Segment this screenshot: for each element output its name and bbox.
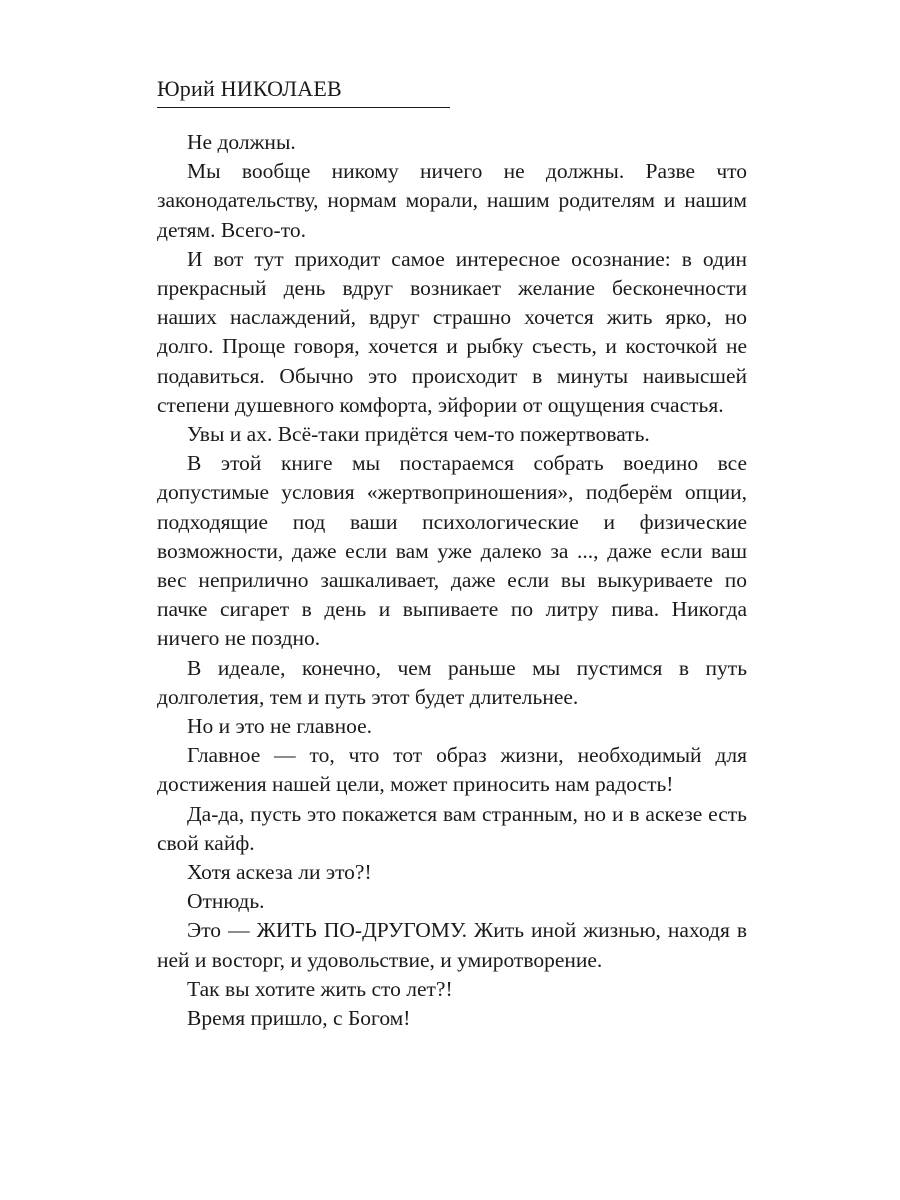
running-header [157, 77, 450, 108]
paragraph: Хотя аскеза ли это?! [187, 860, 372, 885]
paragraph: Главное — то, что тот образ жизни, необходимый для достижения нашей цели, может приносить нам радость! [157, 743, 747, 797]
paragraph: Так вы хотите жить сто лет?! [187, 976, 453, 1001]
paragraph: В идеале, конечно, чем раньше мы пустимся в путь долголетия, тем и путь этот будет длительнее. [157, 655, 747, 709]
body-text [157, 128, 747, 1033]
paragraph: Да-да, пусть это покажется вам странным, но и в аскезе есть свой кайф. [157, 801, 747, 855]
paragraph: В этой книге мы постараемся собрать воедино все допустимые условия «жертвоприношения», подберём опции, подходящие под ваши психологические и физические возможности, даже если вам уже далеко за ..., даже если ваш вес неприлично зашкаливает, даже если вы выкуриваете по пачке сигарет в день и выпиваете по литру пива. Никогда ничего не поздно. [157, 451, 747, 651]
paragraph: Увы и ах. Всё-таки придётся чем-то пожертвовать. [187, 422, 650, 447]
paragraph: Не должны. [187, 130, 296, 154]
paragraph: Отнюдь. [187, 889, 265, 914]
author-name: Юрий НИКОЛАЕВ [157, 76, 342, 101]
paragraph: Время пришло, с Богом! [187, 1006, 411, 1031]
paragraph: Это — ЖИТЬ ПО-ДРУГОМУ. Жить иной жизнью, находя в ней и восторг, и удовольствие, и умиротворение. [157, 918, 747, 972]
paragraph: И вот тут приходит самое интересное осознание: в один прекрасный день вдруг возникает желание бесконечности наших наслаждений, вдруг страшно хочется жить ярко, но долго. Проще говоря, хочется и рыбку съесть, и косточкой не подавиться. Обычно это происходит в минуты наивысшей степени душевного комфорта, эйфории от ощущения счастья. [157, 246, 747, 417]
paragraph: Но и это не главное. [187, 714, 373, 739]
paragraph: Мы вообще никому ничего не должны. Разве что законодательству, нормам морали, нашим родителям и нашим детям. Всего-то. [157, 159, 747, 242]
